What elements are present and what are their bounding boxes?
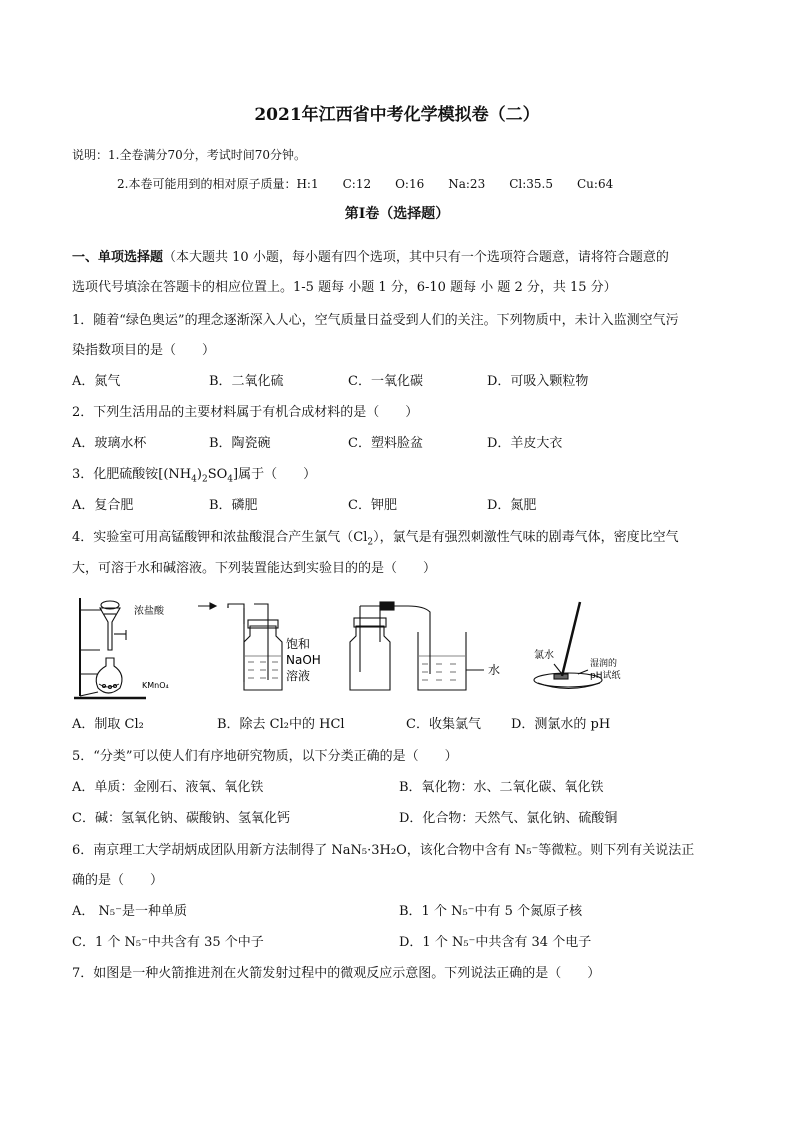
q5-option-d: D．化合物：天然气、氯化钠、硫酸铜 (399, 811, 618, 826)
apparatus-c-collect (350, 602, 484, 690)
q4-option-c: C．收集氯气 (406, 717, 481, 732)
q1-stem-line1: 1．随着“绿色奥运”的理念逐渐深入人心，空气质量日益受到人们的关注。下列物质中，未计入监测空气污 (72, 313, 679, 328)
part1-instruction-1: （本大题共 10 小题，每小题有四个选项，其中只有一个选项符合题意，请将符合题意的 (163, 250, 669, 265)
q4-stem-line2: 大，可溶于水和碱溶液。下列装置能达到实验目的的是（ ） (72, 561, 437, 576)
q3-option-d: D．氮肥 (487, 498, 537, 513)
label-chlorine-water: 氯水 (534, 650, 554, 661)
q3-option-b: B．磷肥 (209, 498, 258, 513)
part1-instruction-line2: 选项代号填涂在答题卡的相应位置上。1-5 题每 小题 1 分，6-10 题每 小 题 2 分，共 15 分） (72, 280, 617, 295)
q1-option-d: D．可吸入颗粒物 (487, 374, 589, 389)
q1-option-c: C．一氧化碳 (348, 374, 423, 389)
section-title: 第Ⅰ卷（选择题） (344, 206, 450, 222)
q4-stem-line1 (72, 530, 679, 551)
q4-option-b: B．除去 Cl₂中的 HCl (217, 717, 345, 732)
apparatus-b-wash-bottle (198, 603, 282, 690)
q3-sub-3: 4 (227, 474, 233, 485)
q4-stem-part-b: ），氯气是有强烈刺激性气味的剧毒气体，密度比空气 (373, 530, 679, 545)
label-solution: 溶液 (286, 669, 311, 683)
q3-sub-2: 2 (201, 474, 208, 485)
q3-option-a: A．复合肥 (72, 498, 134, 513)
q6-stem-line2: 确的是（ ） (72, 873, 164, 888)
q6-option-b: B．1 个 N₅⁻中有 5 个氮原子核 (399, 904, 583, 919)
q4-sub: 2 (367, 537, 374, 548)
q2-option-a: A．玻璃水杯 (72, 436, 147, 451)
label-naoh: NaOH (286, 653, 321, 667)
label-kmno4: KMnO₄ (142, 681, 169, 690)
q4-apparatus-figure (68, 590, 648, 710)
q3-sub-1: 4 (191, 474, 197, 485)
note-line-1: 说明：1.全卷满分70分，考试时间70分钟。 (72, 148, 306, 162)
q2-option-d: D．羊皮大衣 (487, 436, 563, 451)
q2-stem: 2．下列生活用品的主要材料属于有机合成材料的是（ ） (72, 405, 419, 420)
q2-option-c: C．塑料脸盆 (348, 436, 423, 451)
q7-stem: 7．如图是一种火箭推进剂在火箭发射过程中的微观反应示意图。下列说法正确的是（ ） (72, 966, 601, 981)
q6-option-d: D．1 个 N₅⁻中共含有 34 个电子 (399, 935, 592, 950)
q3-stem-part-d: ]属于（ ） (233, 467, 317, 482)
note-line-2: 2.本卷可能用到的相对原子质量：H:1 C:12 O:16 Na:23 Cl:35.5 Cu:64 (117, 177, 614, 191)
q1-stem-line2: 染指数项目的是（ ） (72, 343, 216, 358)
label-wet: 湿润的 (590, 659, 618, 669)
q3-option-c: C．钾肥 (348, 498, 397, 513)
q4-stem-part-a: 4．实验室可用高锰酸钾和浓盐酸混合产生氯气（Cl (72, 530, 368, 545)
q5-option-a: A．单质：金刚石、液氧、氧化铁 (72, 780, 264, 795)
part1-instruction-line1 (72, 250, 669, 266)
part1-heading: 一、单项选择题 (72, 250, 164, 265)
exam-title: 2021年江西省中考化学模拟卷（二） (254, 105, 540, 125)
label-water: 水 (488, 663, 501, 677)
label-saturated: 饱和 (286, 637, 311, 651)
label-ph-paper: pH试纸 (590, 671, 621, 681)
q6-option-a: A． N₅⁻是一种单质 (72, 904, 187, 919)
q4-option-a: A．制取 Cl₂ (72, 717, 144, 732)
q5-stem: 5．“分类”可以使人们有序地研究物质，以下分类正确的是（ ） (72, 749, 458, 764)
q3-stem-part-a: 3．化肥硫酸铵[(NH (72, 467, 192, 482)
q6-stem-line1: 6．南京理工大学胡炳成团队用新方法制得了 NaN₅·3H₂O，该化合物中含有 N₅⁻等微粒。则下列有关说法正 (72, 843, 695, 858)
q1-option-a: A．氮气 (72, 374, 121, 389)
q5-option-c: C．碱：氢氧化钠、碳酸钠、氢氧化钙 (72, 811, 290, 826)
q3-stem-part-c: SO (207, 467, 228, 482)
q2-option-b: B．陶瓷碗 (209, 436, 271, 451)
q3-stem (72, 467, 316, 488)
q1-option-b: B．二氧化硫 (209, 374, 284, 389)
q4-option-d: D．测氯水的 pH (511, 717, 611, 732)
q5-option-b: B．氧化物：水、二氧化碳、氧化铁 (399, 780, 604, 795)
q6-option-c: C．1 个 N₅⁻中共含有 35 个中子 (72, 935, 264, 950)
label-conc-hcl: 浓盐酸 (134, 606, 164, 617)
q3-stem-part-b: ) (196, 467, 202, 482)
